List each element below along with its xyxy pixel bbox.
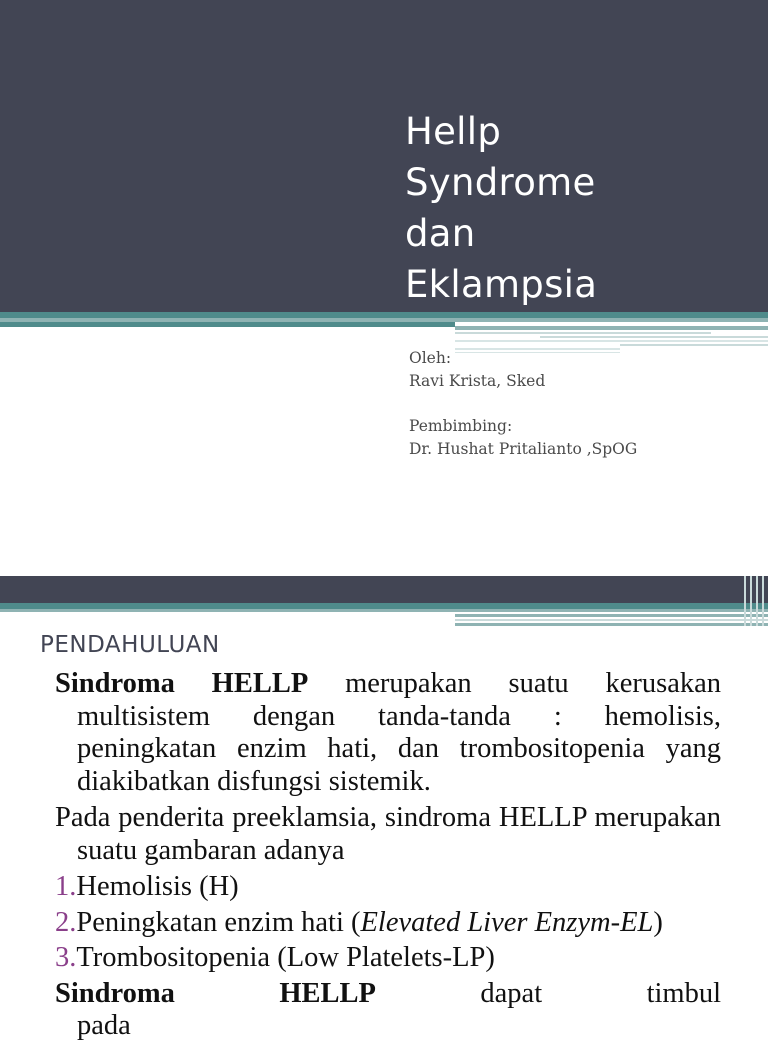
- paragraph-cut-off: [55, 978, 721, 1043]
- list-number: 3.: [55, 942, 77, 973]
- stripe-vertical-3: [756, 576, 758, 626]
- stripe-vertical-4: [762, 576, 764, 626]
- list-text-italic: Elevated Liver Enzym-EL: [360, 906, 654, 938]
- paragraph-intro: [55, 668, 721, 798]
- list-number: 2.: [55, 906, 77, 938]
- stripe-teal-left: [0, 322, 455, 327]
- slide-body: [55, 668, 721, 1047]
- stripe-vertical-2: [750, 576, 752, 626]
- list-text: ): [653, 906, 663, 938]
- title-line: Syndrome: [405, 161, 596, 204]
- stripe-right-4: [455, 340, 768, 342]
- content-slide: [0, 576, 768, 1041]
- stripe-right-2: [455, 619, 768, 621]
- bold-term: Sindroma HELLP: [55, 668, 309, 699]
- paragraph-text: merupakan suatu kerusakan multisistem dengan tanda-tanda : hemolisis, peningkatan enzim hati, dan trombositopenia yang diakibatkan disfungsi sistemik.: [77, 668, 721, 797]
- stripe-teal-light: [0, 609, 768, 612]
- list-text: Peningkatan enzim hati (: [76, 906, 361, 938]
- list-item: [55, 871, 721, 904]
- list-text: Hemolisis (H): [76, 871, 239, 902]
- supervisor-name: Dr. Hushat Pritalianto ,SpOG: [409, 440, 638, 458]
- slide-heading: PENDAHULUAN: [40, 632, 220, 658]
- stripe-right-2: [455, 332, 711, 334]
- paragraph-text: dapat timbul pada: [77, 977, 721, 1041]
- slide-title: [405, 106, 745, 310]
- author-name: Ravi Krista, Sked: [409, 372, 546, 390]
- title-line: dan: [405, 212, 476, 255]
- author-label: Oleh:: [409, 349, 452, 367]
- slide-subtitle: [409, 347, 749, 461]
- header-band: [0, 576, 768, 603]
- list-text: Trombositopenia (Low Platelets-LP): [76, 942, 495, 973]
- stripe-right-3: [455, 623, 768, 626]
- stripe-right-1: [455, 614, 768, 617]
- stripe-right-1: [455, 326, 768, 330]
- stripe-right-3: [540, 336, 768, 338]
- bold-term: Sindroma HELLP: [55, 977, 376, 1009]
- supervisor-label: Pembimbing:: [409, 417, 513, 435]
- stripe-vertical-1: [744, 576, 746, 626]
- list-item: [55, 907, 721, 940]
- title-line: Eklampsia: [405, 263, 598, 306]
- title-line: Hellp: [405, 110, 502, 153]
- list-item: [55, 942, 721, 975]
- paragraph-preeclampsia: Pada penderita preeklamsia, sindroma HELLP merupakan suatu gambaran adanya: [55, 802, 721, 866]
- stripe-right-5: [620, 344, 768, 346]
- list-number: 1.: [55, 871, 77, 902]
